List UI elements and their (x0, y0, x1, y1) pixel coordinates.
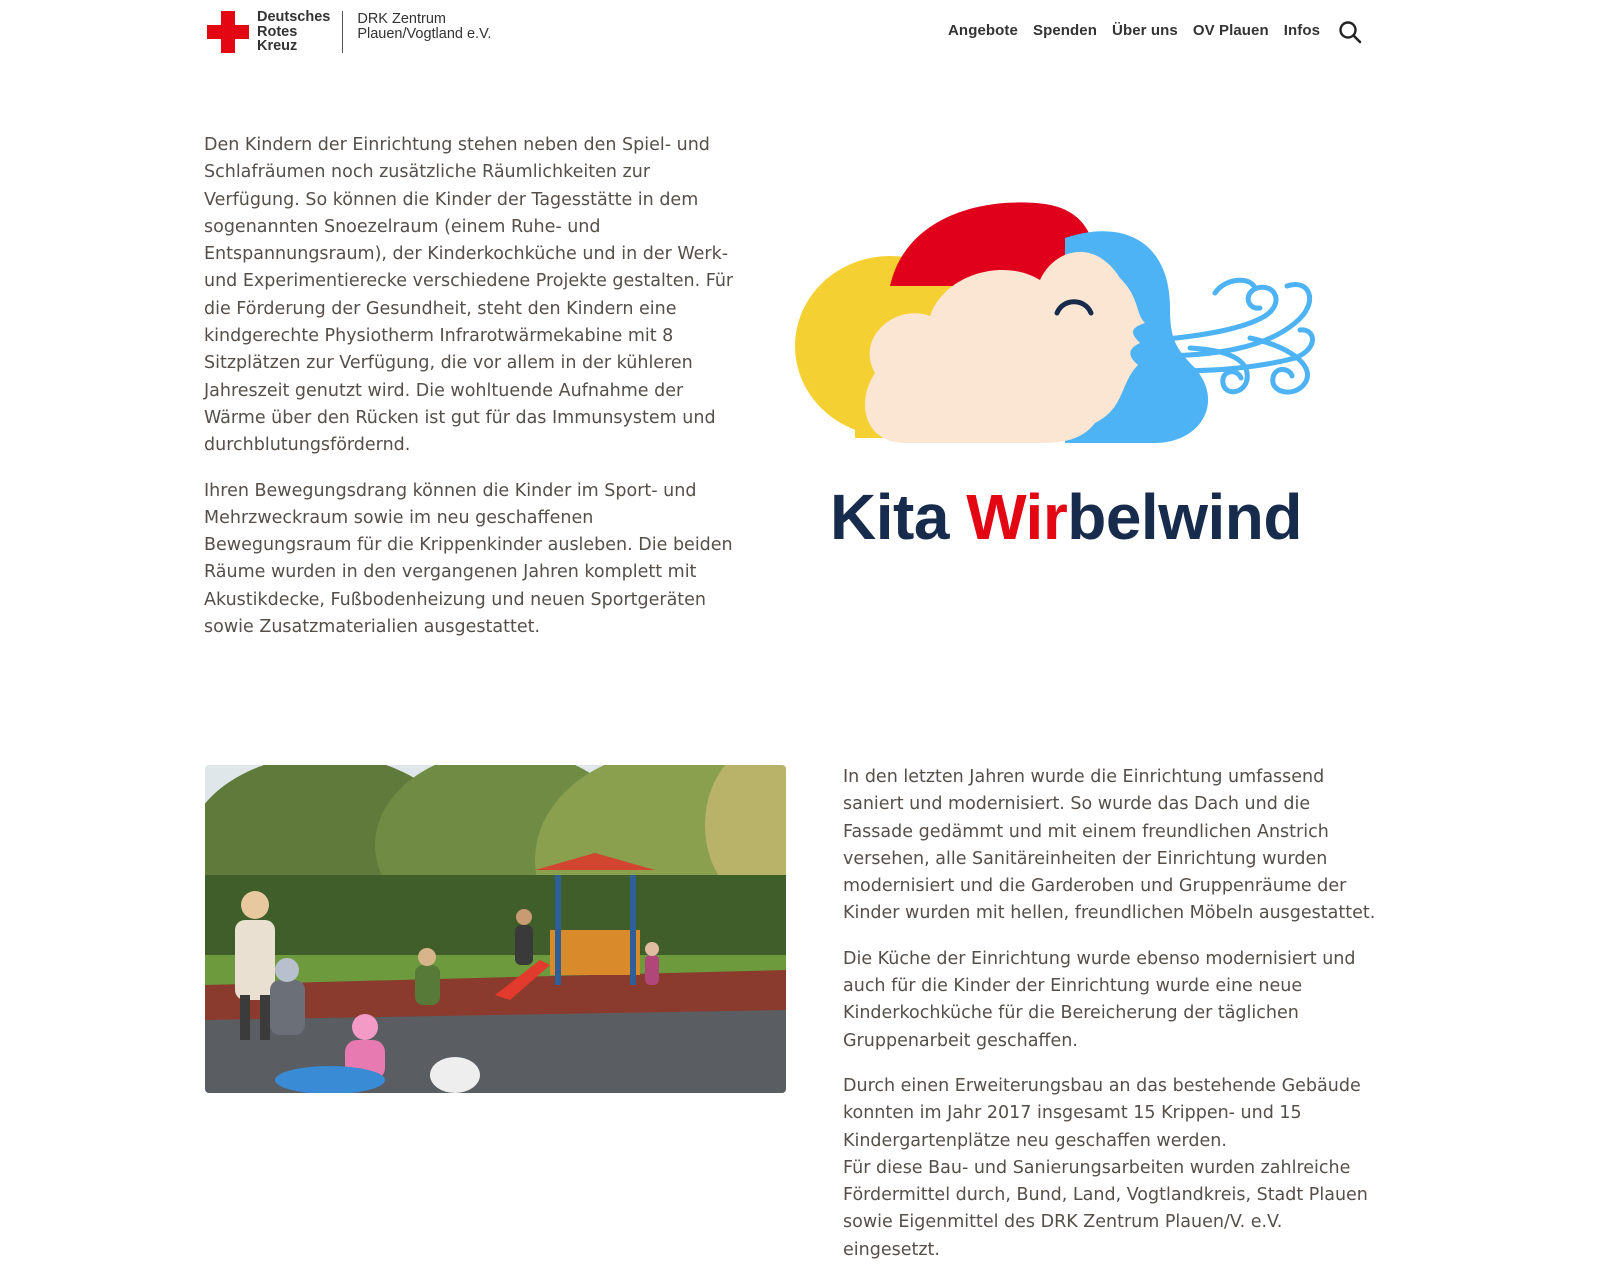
drk-brand-link[interactable] (207, 10, 491, 54)
logo-word-wir: Wir (966, 481, 1068, 553)
facilities-paragraph-1: Den Kindern der Einrichtung stehen neben den Spiel- und Schlafräumen noch zusätzliche Räumlichkeiten zur Verfügung. So können die Kinder der Tagesstätte in dem sogenannten Snoezelraum (einem Ruhe- und Entspannungsraum), der Kinderkochküche und in der Werk- und Experimentierecke verschiedene Projekte gestalten. Für die Förderung der Gesundheit, steht den Kindern eine kindgerechte Physiotherm Infrarotwärmekabine mit 8 Sitzplätzen zur Verfügung, die vor allem in der kühleren Jahreszeit genutzt wird. Die wohltuende Aufnahme der Wärme über den Rücken ist gut für das Immunsystem und durchblutungsfördernd. (204, 135, 734, 456)
facilities-paragraph-2: Ihren Bewegungsdrang können die Kinder im Sport- und Mehrzweckraum sowie im neu geschaffenen Bewegungsraum für die Krippenkinder ausleben. Die beiden Räume wurden in den vergangenen Jahren komplett mit Akustikdecke, Fußbodenheizung und neuen Sportgeräten sowie Zusatzmaterialien ausgestattet. (204, 480, 733, 638)
search-icon[interactable] (1338, 20, 1362, 44)
renovation-paragraph-3 (843, 1073, 1383, 1264)
logo-title (830, 480, 1350, 554)
nav-angebote[interactable]: Angebote (948, 22, 1018, 39)
brand-divider (342, 11, 343, 53)
playground-photo (205, 765, 786, 1093)
renovation-paragraph-2: Die Küche der Einrichtung wurde ebenso modernisiert und auch für die Kinder der Einrichtung wurde eine neue Kinderkochküche für die Bereicherung der täglichen Gruppenarbeit geschaffen. (843, 948, 1356, 1051)
main-nav (948, 22, 1335, 39)
logo-word-kita: Kita (830, 481, 967, 553)
org-name: Deutsches Rotes Kreuz (257, 9, 331, 54)
extension-sentence: Durch einen Erweiterungsbau an das bestehende Gebäude konnten im Jahr 2017 insgesamt 15 Krippen- und 15 Kindergartenplätze neu geschaffen werden. (843, 1075, 1361, 1151)
org-subtitle: DRK Zentrum Plauen/Vogtland e.V. (357, 10, 492, 42)
funding-sentence: Für diese Bau- und Sanierungsarbeiten wurden zahlreiche Fördermittel durch, Bund, Land, Vogtlandkreis, Stadt Plauen sowie Eigenmittel des DRK Zentrum Plauen/V. e.V. eingesetzt. (843, 1157, 1368, 1260)
renovation-paragraph-1: In den letzten Jahren wurde die Einrichtung umfassend saniert und modernisiert. So wurde das Dach und die Fassade gedämmt und mit einem freundlichen Anstrich versehen, alle Sanitäreinheiten der Einrichtung wurden modernisiert und die Garderoben und Gruppenräume der Kinder wurden mit hellen, freundlichen Möbeln ausgestattet. (843, 767, 1376, 924)
nav-ueber-uns[interactable]: Über uns (1112, 22, 1178, 39)
red-cross-icon (207, 11, 249, 53)
nav-ov-plauen[interactable]: OV Plauen (1192, 22, 1269, 39)
renovation-text (843, 764, 1383, 1282)
site-header (0, 0, 1620, 66)
logo-word-belwind: belwind (1067, 481, 1302, 553)
facilities-text (204, 132, 734, 659)
nav-infos[interactable]: Infos (1283, 22, 1321, 39)
nav-spenden[interactable]: Spenden (1032, 22, 1098, 39)
